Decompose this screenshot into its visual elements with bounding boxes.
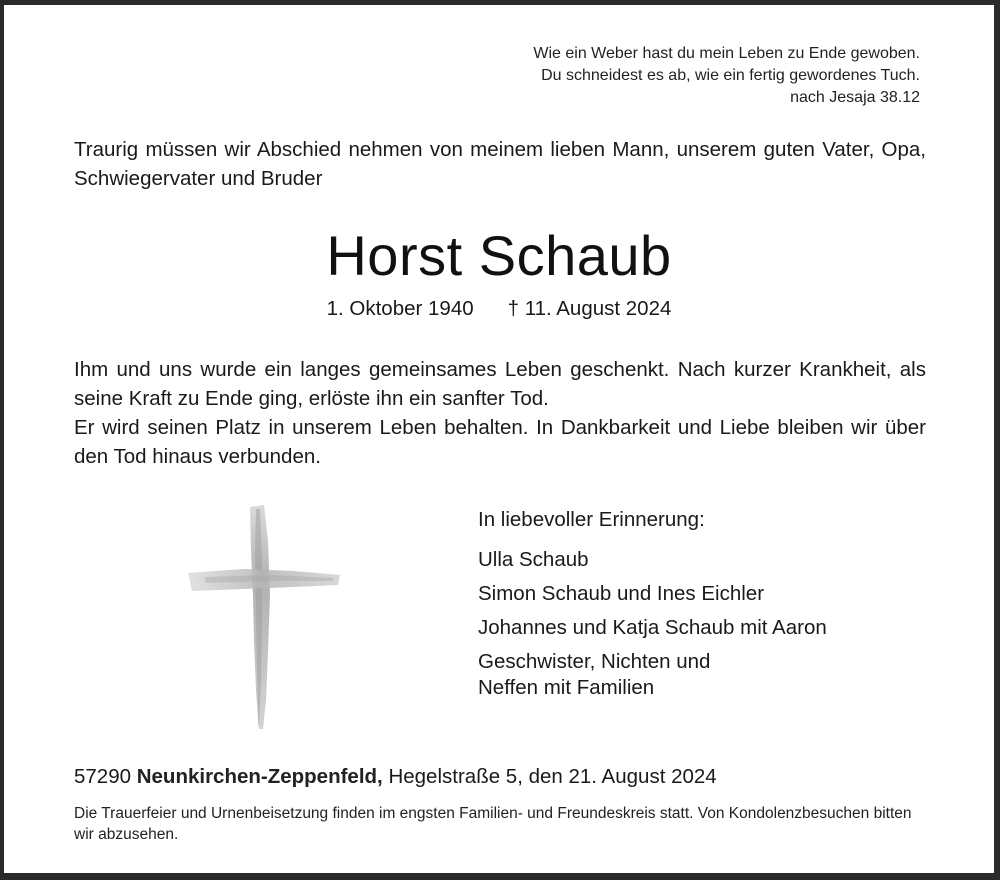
postal-code: 57290 bbox=[74, 765, 132, 788]
remembrance-heading: In liebevoller Erinnerung: bbox=[478, 508, 705, 531]
deceased-name: Horst Schaub bbox=[326, 224, 672, 287]
bible-quote bbox=[533, 43, 920, 109]
mourner-4: Geschwister, Nichten und Neffen mit Familien bbox=[478, 650, 711, 699]
birth-date: 1. Oktober 1940 bbox=[326, 297, 474, 320]
quote-source: nach Jesaja 38.12 bbox=[790, 89, 920, 106]
mourner-3: Johannes und Katja Schaub mit Aaron bbox=[478, 616, 827, 639]
death-date: † 11. August 2024 bbox=[507, 297, 672, 320]
mourner-1: Ulla Schaub bbox=[478, 548, 589, 571]
quote-line-2: Du schneidest es ab, wie ein fertig gewordenes Tuch. bbox=[541, 67, 920, 84]
ceremony-note: Die Trauerfeier und Urnenbeisetzung finden im engsten Familien- und Freundeskreis statt. Von Kondolenzbesuchen bitten wir abzusehen. bbox=[74, 805, 912, 843]
body-text bbox=[74, 355, 926, 471]
intro-text: Traurig müssen wir Abschied nehmen von meinem lieben Mann, unserem guten Vater, Opa, Schwiegervater und Bruder bbox=[74, 138, 926, 190]
quote-line-1: Wie ein Weber hast du mein Leben zu Ende gewoben. bbox=[533, 45, 920, 62]
place-name: Neunkirchen-Zeppenfeld, bbox=[136, 765, 383, 788]
life-dates bbox=[4, 295, 994, 323]
brush-cross-icon bbox=[184, 501, 344, 733]
street-and-date: Hegelstraße 5, den 21. August 2024 bbox=[388, 765, 717, 788]
obituary-notice bbox=[4, 5, 994, 873]
body-paragraph-1: Ihm und uns wurde ein langes gemeinsames Leben geschenkt. Nach kurzer Krankheit, als seine Kraft zu Ende ging, erlöste ihn ein sanfter Tod. bbox=[74, 358, 926, 410]
mourner-2: Simon Schaub und Ines Eichler bbox=[478, 582, 765, 605]
address-line bbox=[74, 763, 717, 791]
mourners-block bbox=[478, 507, 918, 709]
body-paragraph-2: Er wird seinen Platz in unserem Leben behalten. In Dankbarkeit und Liebe bleiben wir über den Tod hinaus verbunden. bbox=[74, 416, 926, 468]
